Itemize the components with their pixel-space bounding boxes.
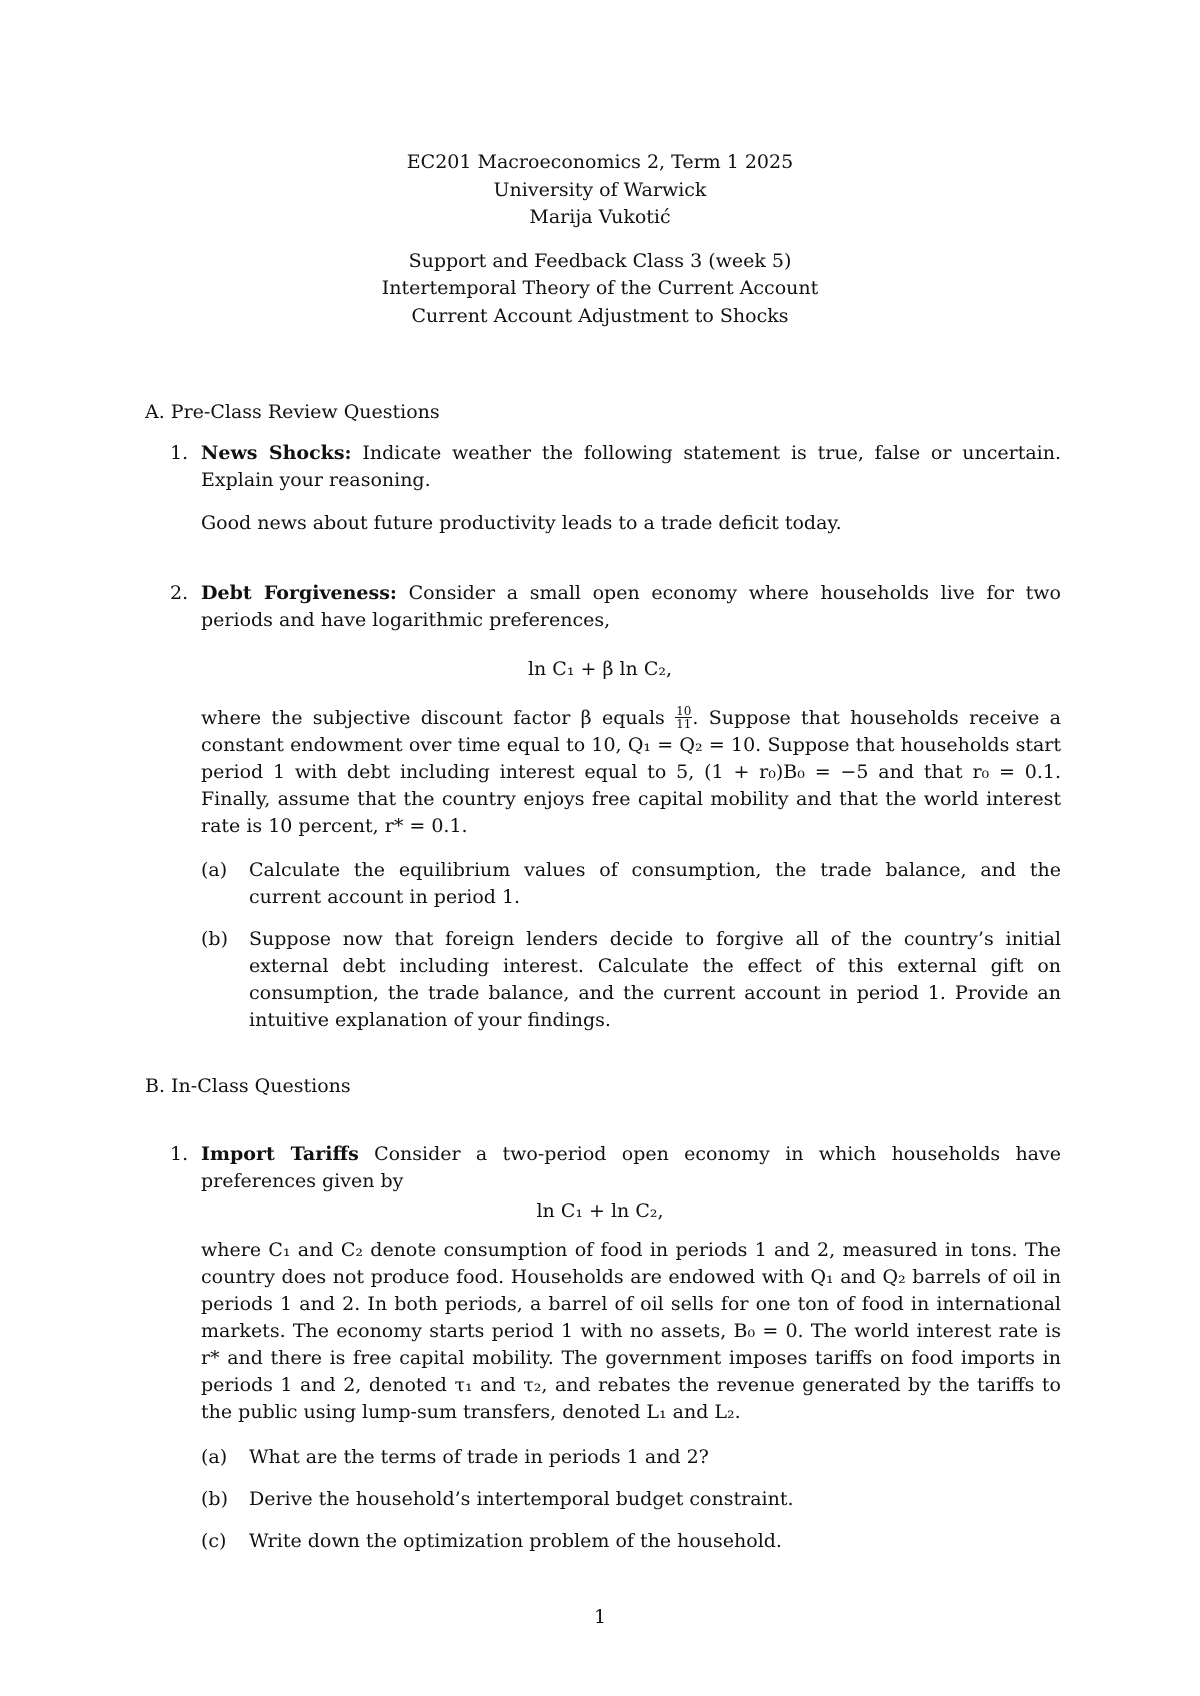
question-label: Debt Forgiveness: bbox=[201, 582, 397, 604]
section-a-title: A. Pre-Class Review Questions bbox=[145, 401, 440, 423]
question-label: Import Tariffs bbox=[201, 1143, 359, 1165]
course-title: EC201 Macroeconomics 2, Term 1 2025 bbox=[406, 151, 794, 173]
sub-question-text: What are the terms of trade in periods 1 and 2? bbox=[249, 1446, 709, 1468]
page-number: 1 bbox=[593, 1606, 607, 1628]
topic-1: Intertemporal Theory of the Current Account bbox=[381, 277, 819, 299]
question-text: Consider a two-period open economy in which households have preferences given by bbox=[201, 1143, 1061, 1192]
sub-question-label: (c) bbox=[201, 1530, 227, 1552]
question-label: News Shocks: bbox=[201, 442, 352, 464]
equation-preferences: ln C₁ + ln C₂, bbox=[536, 1200, 664, 1222]
question-text: Consider a small open economy where households live for two periods and have logarithmic preferences, bbox=[201, 582, 1061, 631]
question-statement: Good news about future productivity leads to a trade deficit today. bbox=[201, 512, 842, 534]
class-title: Support and Feedback Class 3 (week 5) bbox=[408, 249, 792, 272]
author-name: Marija Vukotić bbox=[529, 206, 671, 228]
question-number: 1. bbox=[170, 442, 189, 464]
question-number: 1. bbox=[170, 1143, 189, 1165]
topic-2: Current Account Adjustment to Shocks bbox=[411, 304, 789, 327]
document-header bbox=[0, 149, 1200, 330]
question-text: Indicate weather the following statement is true, false or uncertain. Explain your reasoning. bbox=[201, 442, 1062, 491]
sub-question bbox=[201, 926, 1061, 1034]
sub-question-text: Write down the optimization problem of the household. bbox=[249, 1530, 782, 1552]
sub-question-text: Derive the household’s intertemporal budget constraint. bbox=[249, 1488, 794, 1510]
question-number: 2. bbox=[170, 582, 189, 604]
sub-question bbox=[201, 857, 1061, 911]
sub-question-label: (b) bbox=[201, 1488, 228, 1510]
sub-question-text: Suppose now that foreign lenders decide to forgive all of the country’s initial external debt including interest. Calculate the effect of this external gift on consumption, the trade balance, and the current account in period 1. Provide an intuitive explanation of your findings. bbox=[249, 928, 1061, 1031]
university-name: University of Warwick bbox=[493, 178, 707, 201]
sub-question-label: (b) bbox=[201, 928, 228, 950]
sub-question bbox=[201, 1528, 1061, 1555]
question-import-tariffs bbox=[201, 1141, 1061, 1195]
question-paragraph: where the subjective discount factor β equals $\frac{10}{11}$ . Suppose that households receive a constant endowment over time equal to 10, Q₁ = Q₂ = 10. Suppose that households start period 1 with debt including interest equal to 5, (1 + r₀)B₀ = −5 and that r₀ = 0.1. Finally, assume that the country enjoys free capital mobility and that the world interest rate is 10 percent, r* = 0.1. bbox=[201, 704, 1061, 837]
question-debt-forgiveness bbox=[201, 580, 1061, 634]
equation-preferences: ln C₁ + β ln C₂, bbox=[527, 658, 673, 680]
question-news-shocks bbox=[201, 440, 1061, 494]
sub-question-label: (a) bbox=[201, 859, 228, 881]
section-b-title: B. In-Class Questions bbox=[145, 1075, 351, 1097]
sub-question-text: Calculate the equilibrium values of consumption, the trade balance, and the current account in period 1. bbox=[249, 859, 1061, 908]
sub-question-label: (a) bbox=[201, 1446, 228, 1468]
fraction: $\frac{10}{11}$ bbox=[676, 704, 692, 731]
question-paragraph: where C₁ and C₂ denote consumption of food in periods 1 and 2, measured in tons. The country does not produce food. Households are endowed with Q₁ and Q₂ barrels of oil in periods 1 and 2. In both periods, a barrel of oil sells for one ton of food in international markets. The economy starts period 1 with no assets, B₀ = 0. The world interest rate is r* and there is free capital mobility. The government imposes tariffs on food imports in periods 1 and 2, denoted τ₁ and τ₂, and rebates the revenue generated by the tariffs to the public using lump-sum transfers, denoted L₁ and L₂. bbox=[201, 1239, 1061, 1423]
sub-question bbox=[201, 1444, 1061, 1471]
sub-question bbox=[201, 1486, 1061, 1513]
